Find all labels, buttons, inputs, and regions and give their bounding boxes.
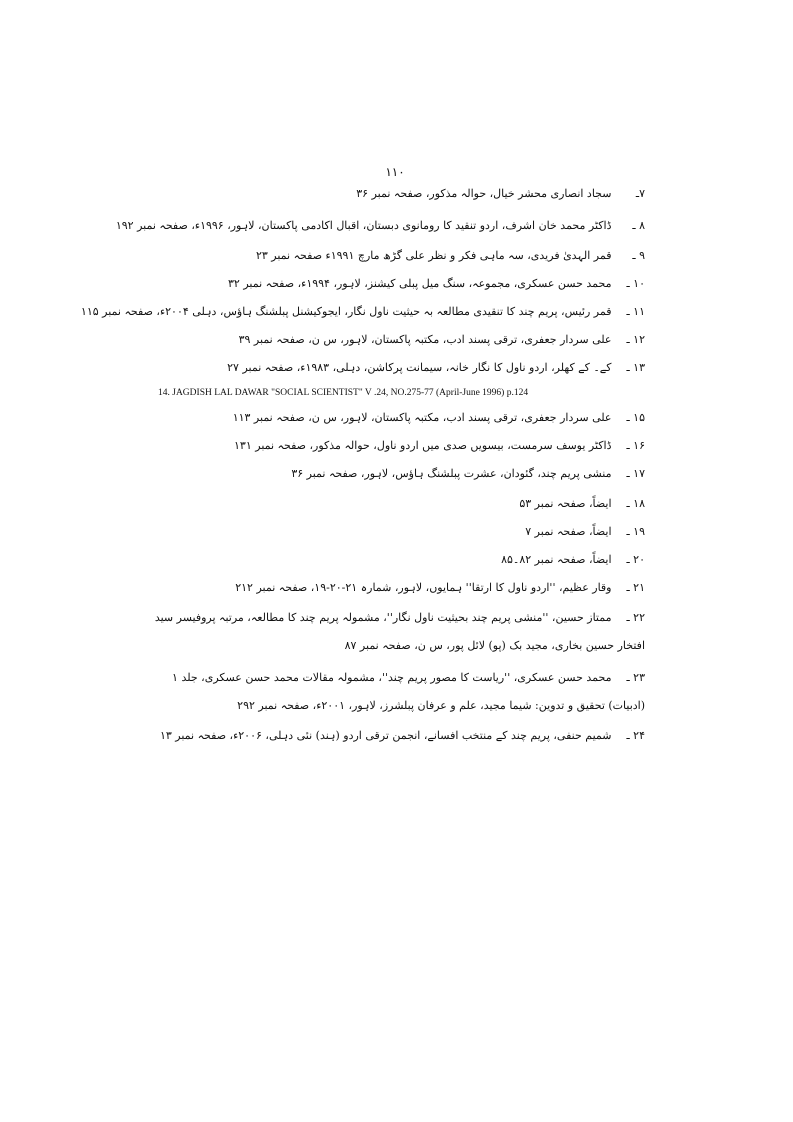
reference-11 xyxy=(81,298,645,326)
reference-number: ۱۵ ـ xyxy=(626,411,645,424)
reference-21 xyxy=(235,574,645,602)
reference-7 xyxy=(356,180,645,208)
reference-text: شمیم حنفی، پریم چند کے منتخب افسانے، انجمن ترقی اردو (ہند) نئی دہلی، ۲۰۰۶ء، صفحہ نمبر ۱۳ xyxy=(159,729,612,742)
reference-text: کے۔ کے کھلر، اردو ناول کا نگار خانہ، سیمانت پرکاشن، دہلی، ۱۹۸۳ء، صفحہ نمبر ۲۷ xyxy=(227,361,612,374)
reference-13 xyxy=(227,354,645,382)
reference-number: ۲۲ ـ xyxy=(626,611,645,624)
reference-text: ڈاکٹر محمد خان اشرف، اردو تنقید کا رومانوی دبستان، اقبال اکادمی پاکستان، لاہور، ۱۹۹۶ء، صفحہ نمبر ۱۹۲ xyxy=(115,219,612,232)
reference-16 xyxy=(234,432,645,460)
reference-number: ۲۴ ـ xyxy=(626,729,645,742)
reference-number: ۸ ـ xyxy=(632,219,645,232)
reference-number: ۹ ـ xyxy=(632,249,645,262)
reference-12 xyxy=(239,326,645,354)
reference-text: سجاد انصاری محشر خیال، حوالہ مذکور، صفحہ نمبر ۳۶ xyxy=(356,187,612,200)
reference-number: ۱۳ ـ xyxy=(626,361,645,374)
reference-text: وقار عظیم، ''اردو ناول کا ارتقا'' ہمایوں، لاہور، شمارہ ۲۱-۲۰-۱۹، صفحہ نمبر ۲۱۲ xyxy=(235,581,612,594)
reference-number: ۱۹ ـ xyxy=(626,525,645,538)
reference-text: علی سردار جعفری، ترقی پسند ادب، مکتبہ پاکستان، لاہور، س ن، صفحہ نمبر ۳۹ xyxy=(238,333,612,346)
reference-15 xyxy=(233,404,645,432)
reference-number: ۱۶ ـ xyxy=(626,439,645,452)
reference-8 xyxy=(116,212,645,240)
reference-17 xyxy=(291,460,645,488)
reference-number: ۱۰ ـ xyxy=(626,277,645,290)
reference-text: محمد حسن عسکری، مجموعہ، سنگ میل پبلی کیشنز، لاہور، ۱۹۹۴ء، صفحہ نمبر ۳۲ xyxy=(228,277,612,290)
reference-text: ڈاکٹر یوسف سرمست، بیسویں صدی میں اردو ناول، حوالہ مذکور، صفحہ نمبر ۱۳۱ xyxy=(234,439,612,452)
reference-number: ۱۲ ـ xyxy=(626,333,645,346)
reference-text: محمد حسن عسکری، ''ریاست کا مصور پریم چند''، مشمولہ مقالات محمد حسن عسکری، جلد ۱ (ادبیات) تحقیق و تدوین: شیما مجید، علم و عرفان پبلشرز، لاہور، ۲۰۰۱ء، صفحہ نمبر ۲۹۲ xyxy=(172,671,645,712)
reference-text: قمر الہدیٰ فریدی، سہ ماہی فکر و نظر علی گڑھ مارچ ۱۹۹۱ء صفحہ نمبر ۲۳ xyxy=(255,249,612,262)
reference-18 xyxy=(519,490,645,518)
page-number: ۱۱۰ xyxy=(385,165,405,179)
reference-text: ممتاز حسین، ''منشی پریم چند بحیثیت ناول نگار''، مشمولہ پریم چند کا مطالعہ، مرتبہ پروفیسر سید افتخار حسین بخاری، مجید بک (پو) لائل پور، س ن، صفحہ نمبر ۸۷ xyxy=(154,611,645,652)
reference-24 xyxy=(160,722,645,750)
reference-text: قمر رئیس، پریم چند کا تنقیدی مطالعہ بہ حیثیت ناول نگار، ایجوکیشنل پبلشنگ ہاؤس، دہلی ۲۰۰۴ء، صفحہ نمبر ۱۱۵ xyxy=(80,305,612,318)
reference-number: ۱۷ ـ xyxy=(626,467,645,480)
reference-14-english: 14. JAGDISH LAL DAWAR "SOCIAL SCIENTIST" V .24, NO.275-77 (April-June 1996) p.124 xyxy=(158,388,529,398)
reference-text: منشی پریم چند، گئودان، عشرت پبلشنگ ہاؤس، لاہور، صفحہ نمبر ۳۶ xyxy=(291,467,612,480)
reference-number: ۲۰ ـ xyxy=(626,553,645,566)
reference-text: ایضاً، صفحہ نمبر ۸۲۔۸۵ xyxy=(501,553,612,566)
reference-22 xyxy=(135,604,645,660)
reference-text: ایضاً، صفحہ نمبر ۷ xyxy=(525,525,612,538)
reference-number: ۱۱ ـ xyxy=(626,305,645,318)
reference-19 xyxy=(525,518,645,546)
reference-number: ۲۱ ـ xyxy=(626,581,645,594)
reference-9 xyxy=(256,242,645,270)
reference-10 xyxy=(228,270,645,298)
reference-number: ۷ـ xyxy=(635,187,645,200)
reference-number: ۲۳ ـ xyxy=(626,671,645,684)
reference-20 xyxy=(501,546,645,574)
reference-text: علی سردار جعفری، ترقی پسند ادب، مکتبہ پاکستان، لاہور، س ن، صفحہ نمبر ۱۱۳ xyxy=(232,411,612,424)
reference-number: ۱۸ ـ xyxy=(626,497,645,510)
reference-text: ایضاً، صفحہ نمبر ۵۳ xyxy=(519,497,612,510)
reference-23 xyxy=(135,664,645,720)
